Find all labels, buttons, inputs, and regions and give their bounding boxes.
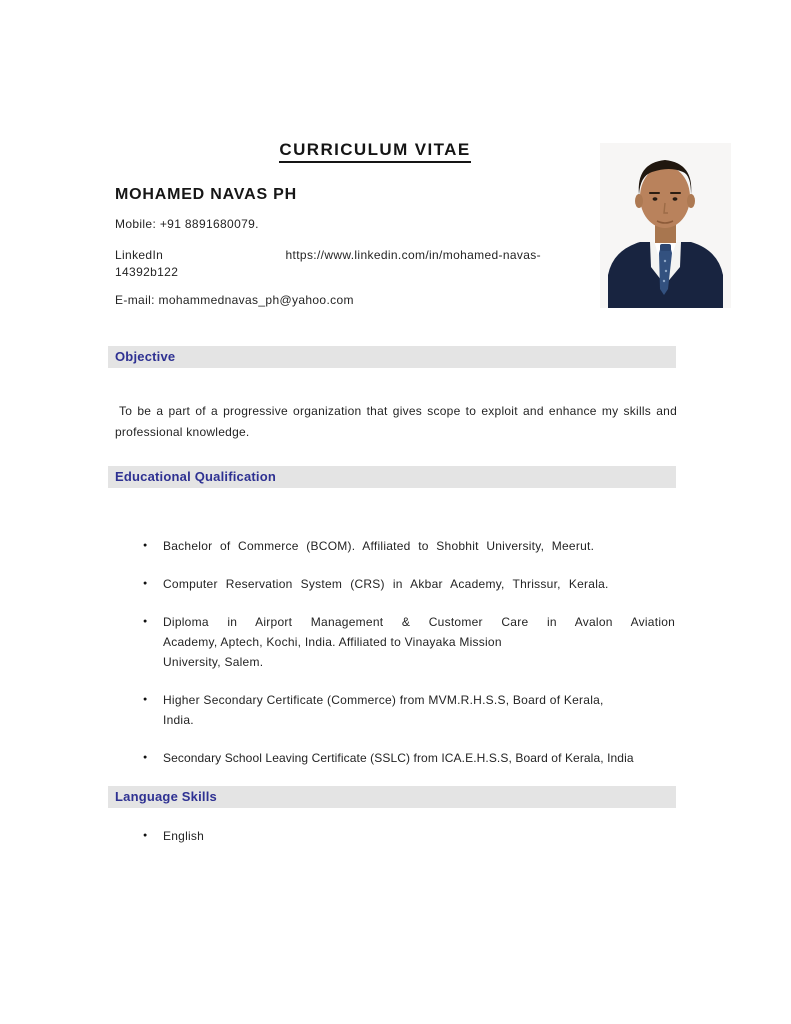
education-item-line: Computer Reservation System (CRS) in Akbar Academy, Thrissur, Kerala. — [163, 577, 609, 591]
education-item-line: Higher Secondary Certificate (Commerce) from MVM.R.H.S.S, Board of Kerala, — [163, 693, 604, 707]
education-item — [143, 536, 683, 556]
education-list — [143, 536, 683, 786]
language-list — [143, 826, 683, 864]
education-item-line: Diploma in Airport Management & Customer Care in Avalon Aviation — [163, 615, 676, 629]
bullet-icon: ● — [143, 618, 148, 625]
bullet-icon: ● — [143, 580, 148, 587]
objective-heading: Objective — [115, 349, 176, 364]
bullet-icon: ● — [143, 542, 148, 549]
education-item-line: University, Salem. — [163, 655, 264, 669]
education-item-line: India. — [163, 713, 194, 727]
education-item — [143, 574, 683, 594]
language-item-line: English — [163, 829, 205, 843]
linkedin-url-continuation: 14392b122 — [115, 265, 179, 279]
education-section-header — [108, 466, 676, 488]
bullet-icon: ● — [143, 832, 148, 839]
objective-section-header — [108, 346, 676, 368]
mobile-line: Mobile: +91 8891680079. — [115, 217, 259, 231]
page-title-text: CURRICULUM VITAE — [279, 140, 470, 163]
objective-text: To be a part of a progressive organization that gives scope to exploit and enhance my skills and professional knowledge. — [115, 404, 677, 439]
language-heading: Language Skills — [115, 789, 217, 804]
language-item — [143, 826, 683, 846]
education-item-line: Academy, Aptech, Kochi, India. Affiliated to Vinayaka Mission — [163, 635, 502, 649]
education-item-line: Bachelor of Commerce (BCOM). Affiliated to Shobhit University, Meerut. — [163, 539, 595, 553]
page-title — [115, 140, 635, 163]
linkedin-url: https://www.linkedin.com/in/mohamed-navas- — [285, 248, 541, 262]
education-item — [143, 690, 683, 730]
education-item-line: Secondary School Leaving Certificate (SSLC) from ICA.E.H.S.S, Board of Kerala, India — [163, 751, 634, 765]
candidate-name: MOHAMED NAVAS PH — [115, 186, 297, 203]
education-heading: Educational Qualification — [115, 469, 277, 484]
education-item — [143, 612, 683, 672]
bullet-icon: ● — [143, 696, 148, 703]
linkedin-block — [115, 247, 541, 281]
education-item — [143, 748, 683, 768]
email-line: E-mail: mohammednavas_ph@yahoo.com — [115, 293, 354, 307]
portrait-photo — [600, 143, 731, 308]
language-section-header — [108, 786, 676, 808]
linkedin-label: LinkedIn — [115, 248, 164, 262]
bullet-icon: ● — [143, 754, 148, 761]
